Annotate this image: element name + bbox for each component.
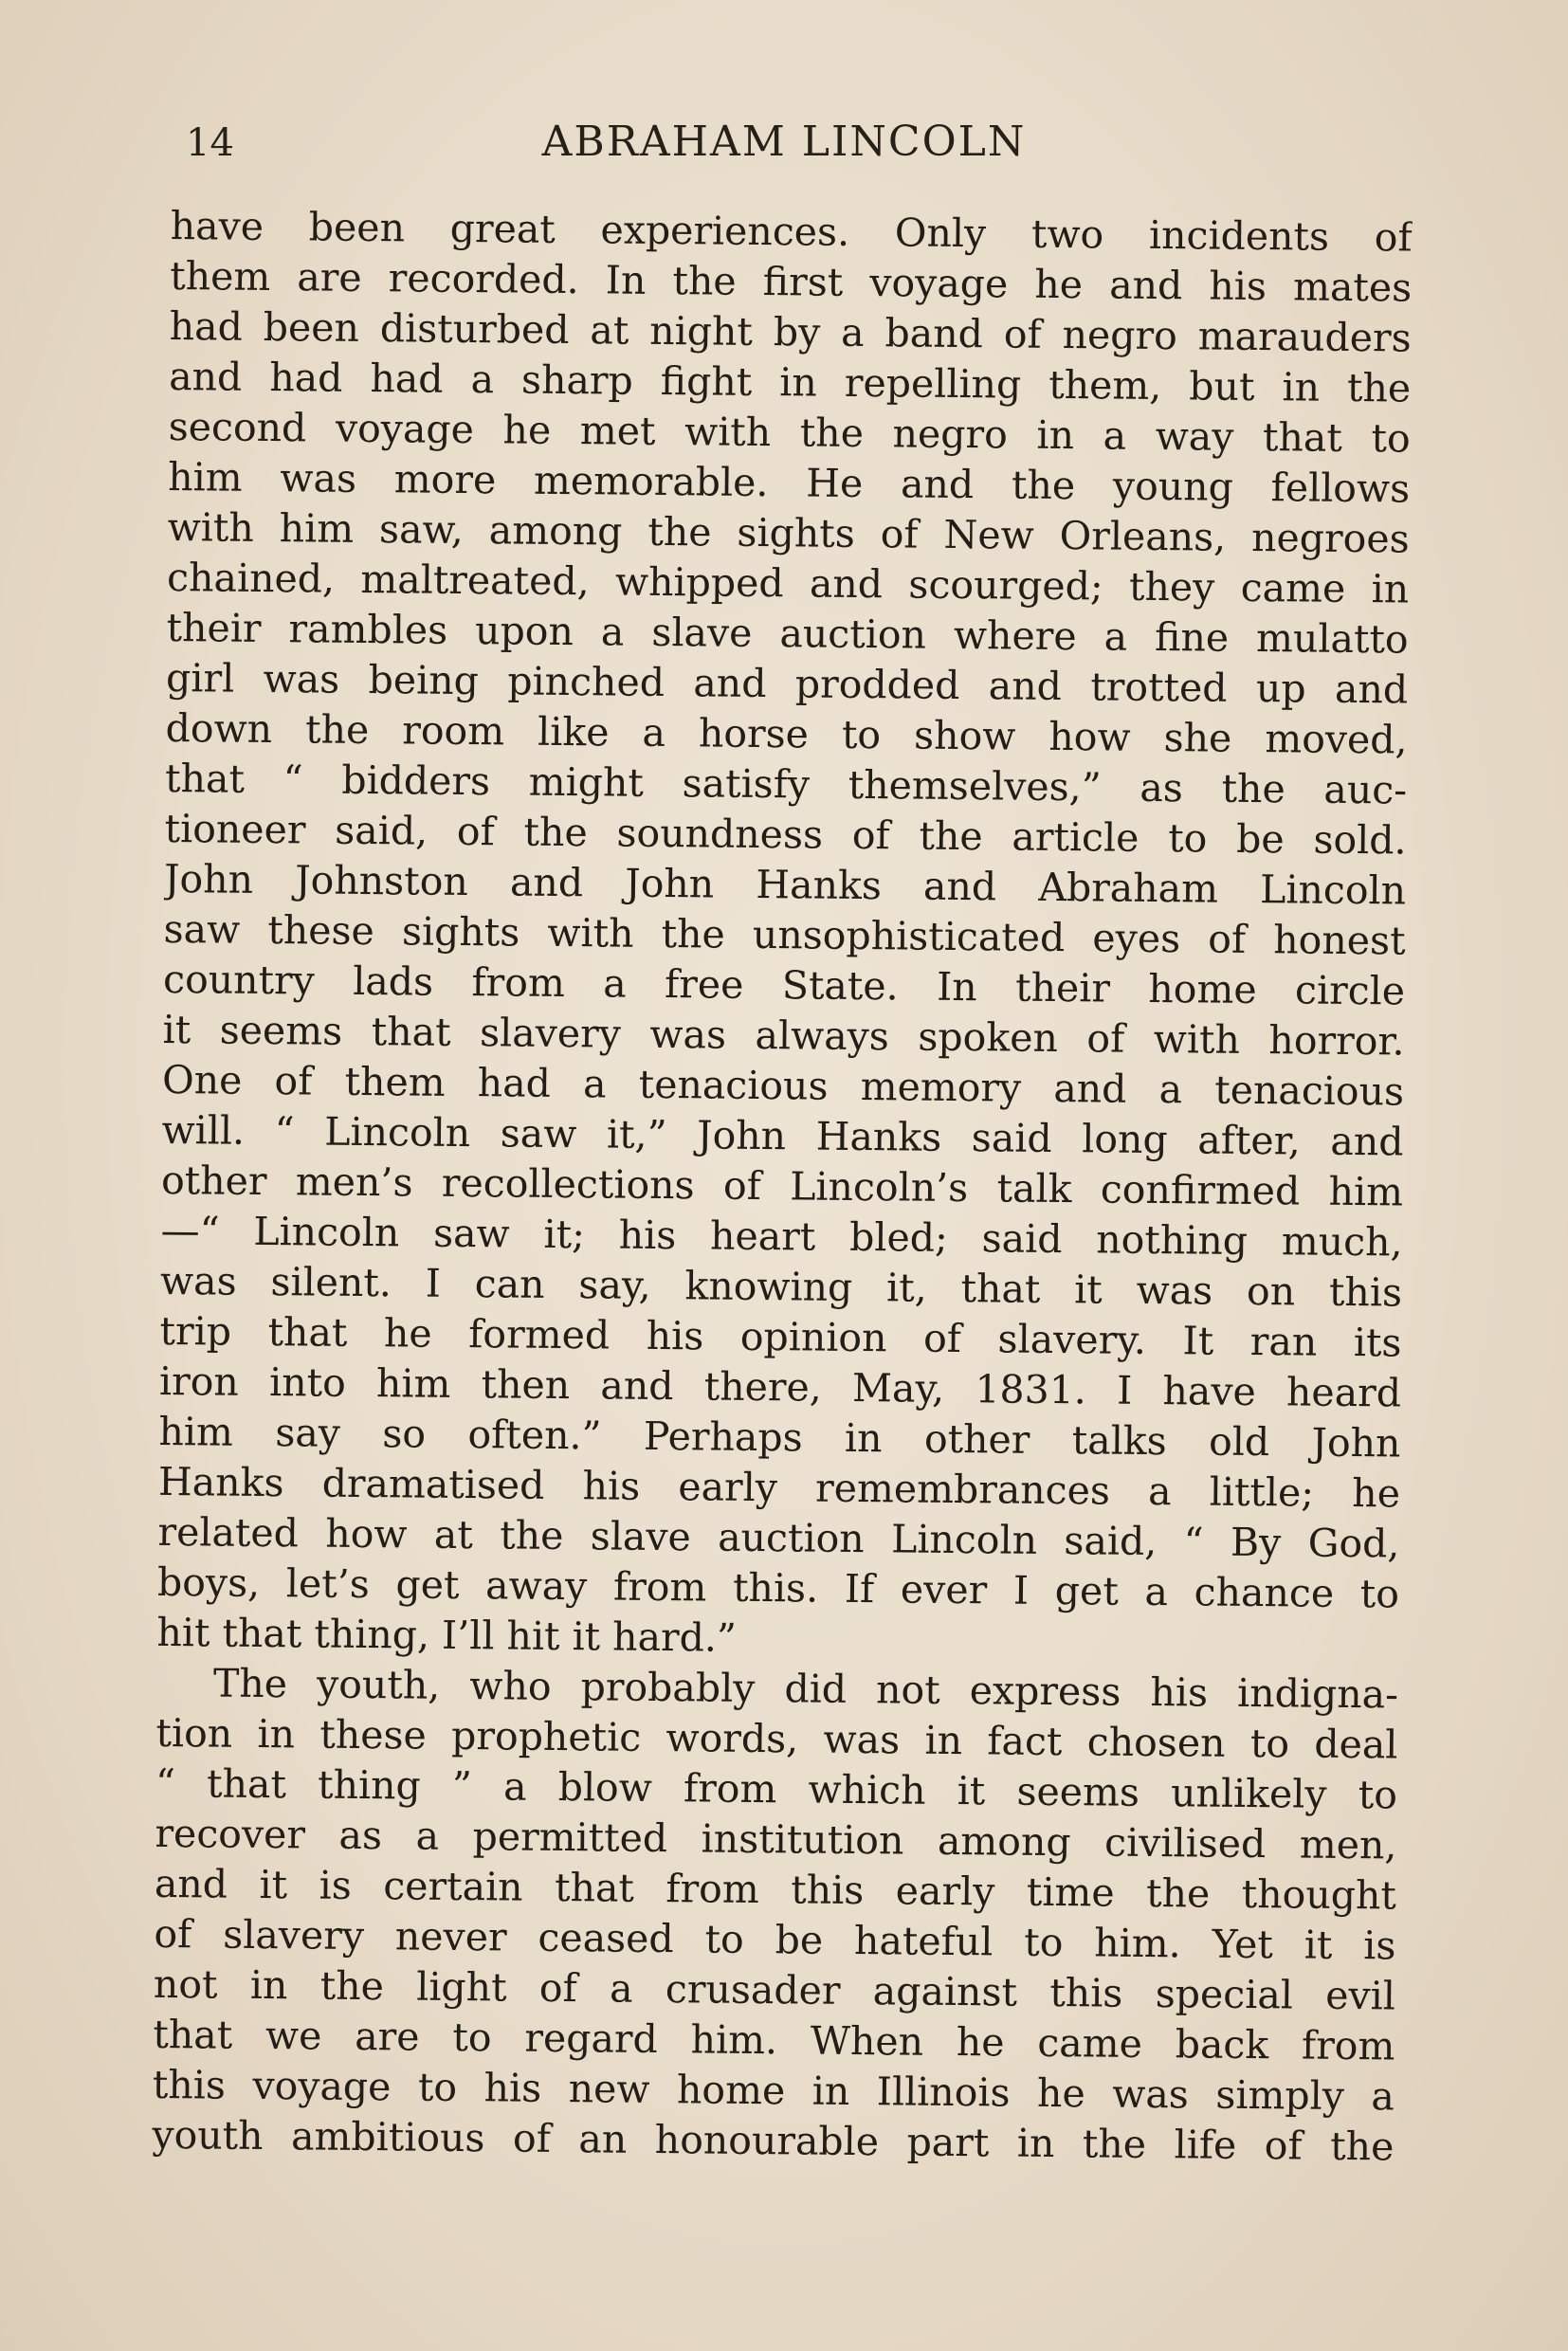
text-line: youth ambitious of an honourable part in the life of the	[152, 2111, 1395, 2170]
text-line: related how at the slave auction Lincoln said, “ By God,	[157, 1508, 1400, 1567]
text-line: their rambles upon a slave auction where a fine mulatto	[166, 604, 1409, 663]
text-line: trip that he formed his opinion of slavery. It ran its	[159, 1307, 1402, 1366]
text-line: will. “ Lincoln saw it,” John Hanks said long after, and	[161, 1106, 1404, 1165]
text-line: second voyage he met with the negro in a way that to	[168, 403, 1411, 462]
text-line: recover as a permitted institution among civilised men,	[155, 1810, 1397, 1868]
text-line: tion in these prophetic words, was in fact chosen to deal	[155, 1709, 1398, 1768]
text-line: them are recorded. In the first voyage he and his mates	[170, 252, 1413, 311]
text-line: of slavery never ceased to be hateful to him. Yet it is	[154, 1910, 1396, 1969]
text-line: had been disturbed at night by a band of negro marauders	[169, 302, 1412, 361]
text-line: chained, maltreated, whipped and scourged; they came in	[166, 554, 1410, 612]
text-line: this voyage to his new home in Illinois he was simply a	[152, 2061, 1395, 2120]
text-line: country lads from a free State. In their home circle	[162, 956, 1406, 1014]
text-line: saw these sights with the unsophisticated eyes of honest	[163, 905, 1406, 964]
text-line: John Johnston and John Hanks and Abraham Lincoln	[163, 855, 1407, 914]
text-line: him say so often.” Perhaps in other talks old John	[158, 1408, 1401, 1467]
text-line: him was more memorable. He and the young fellows	[167, 453, 1411, 512]
text-line: and it is certain that from this early time the thought	[154, 1860, 1397, 1919]
body-text	[152, 201, 1413, 2172]
text-line: with him saw, among the sights of New Orleans, negroes	[167, 503, 1410, 562]
text-line: Hanks dramatised his early remembrances a little; he	[157, 1458, 1401, 1517]
text-line: tioneer said, of the soundness of the article to be sold.	[164, 805, 1407, 864]
text-line: “ that thing ” a blow from which it seems unlikely to	[155, 1759, 1398, 1818]
text-line: —“ Lincoln saw it; his heart bled; said nothing much,	[160, 1207, 1403, 1266]
text-line: One of them had a tenacious memory and a tenacious	[161, 1056, 1405, 1115]
running-head: ABRAHAM LINCOLN	[541, 118, 1027, 166]
text-line: not in the light of a crusader against this special evil	[153, 1960, 1396, 2019]
text-line: other men’s recollections of Lincoln’s talk confirmed him	[160, 1157, 1404, 1215]
text-line: down the room like a horse to show how she moved,	[165, 704, 1408, 763]
text-line: and had had a sharp fight in repelling them, but in the	[168, 353, 1412, 411]
text-line: was silent. I can say, knowing it, that it was on this	[159, 1257, 1403, 1316]
page-number: 14	[186, 121, 234, 165]
text-line: that we are to regard him. When he came back from	[153, 2011, 1395, 2069]
paragraph-start-line: The youth, who probably did not express his indigna-	[212, 1660, 1399, 1718]
text-line: have been great experiences. Only two incidents of	[170, 202, 1413, 261]
text-line: it seems that slavery was always spoken of with horror.	[162, 1006, 1405, 1065]
text-line: that “ bidders might satisfy themselves,” as the auc-	[164, 755, 1408, 813]
text-line: iron into him then and there, May, 1831. I have heard	[158, 1358, 1402, 1416]
text-line: girl was being pinched and prodded and trotted up and	[165, 654, 1409, 713]
paragraph-end-line: hit that thing, I’ll hit it hard.”	[156, 1609, 738, 1661]
text-line: boys, let’s get away from this. If ever I get a chance to	[156, 1558, 1400, 1617]
